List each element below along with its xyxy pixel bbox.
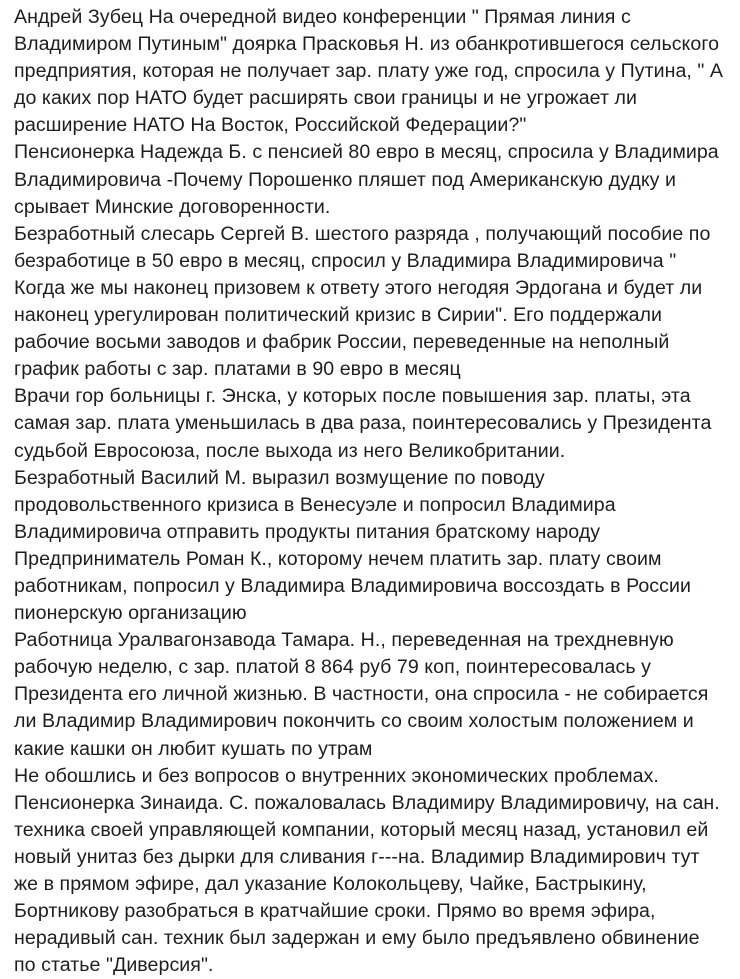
post-line: Работница Уралвагонзавода Тамара. Н., переведенная на трехдневную (14, 629, 674, 652)
post-line: Владимировича отправить продукты питания братскому народу (14, 520, 601, 543)
post-line: Владимировича -Почему Порошенко пляшет под Американскую дудку и (14, 168, 676, 191)
post-line: график работы с зар. платами в 90 евро в месяц (14, 358, 461, 381)
post-line: судьбой Евросоюза, после выхода из него Великобритании. (14, 439, 566, 462)
post-line: же в прямом эфире, дал указание Колокольцеву, Чайке, Бастрыкину, (14, 873, 647, 895)
post-line: рабочую неделю, с зар. платой 8 864 руб 79 коп, поинтересовалась у (14, 656, 651, 679)
post-line: самая зар. плата уменьшилась в два раза, поинтересовались у Президента (14, 412, 712, 435)
post-line: Безработный Василий М. выразил возмущение по поводу (14, 466, 545, 489)
post-line: Пенсионерка Надежда Б. с пенсией 80 евро в месяц, спросила у Владимира (14, 141, 719, 164)
post-line: новый унитаз без дырки для сливания г---на. Владимир Владимирович тут (14, 845, 700, 868)
post-line: Андрей Зубец На очередной видео конференции " Прямая линия с (14, 6, 631, 28)
post-line: Пенсионерка Зинаида. С. пожаловалась Владимиру Владимировичу, на сан. (14, 791, 720, 814)
post-line: Президента его личной жизнью. В частности, она спросила - не собирается (14, 683, 709, 706)
post-line: Бортникову разобраться в кратчайшие сроки. Прямо во время эфира, (14, 900, 656, 923)
post-line: Не обошлись и без вопросов о внутренних экономических проблемах. (14, 764, 659, 787)
post-line: Предприниматель Роман К., которому нечем платить зар. плату своим (14, 547, 662, 570)
post-line: какие кашки он любит кушать по утрам (14, 737, 373, 760)
post-line: Безработный слесарь Сергей В. шестого разряда , получающий пособие по (14, 222, 711, 245)
post-line: работникам, попросил у Владимира Владимировича воссоздать в России (14, 574, 691, 597)
post-line: безработице в 50 евро в месяц, спросил у Владимира Владимировича " (14, 249, 677, 272)
post-line: расширение НАТО На Восток, Российской Федерации?" (14, 114, 527, 137)
post-body (14, 4, 736, 979)
post-line: Когда же мы наконец призовем к ответу этого негодяя Эрдогана и будет ли (14, 276, 703, 299)
post-line: пионерскую организацию (14, 602, 247, 625)
post-line: рабочие восьми заводов и фабрик России, переведенные на неполный (14, 331, 670, 354)
post-line: до каких пор НАТО будет расширять свои границы и не угрожает ли (14, 87, 637, 110)
post-line: нерадивый сан. техник был задержан и ему было предъявлено обвинение (14, 927, 700, 950)
post-line: ли Владимир Владимирович покончить со своим холостым положением и (14, 710, 694, 733)
post-line: срывает Минские договоренности. (14, 195, 331, 218)
post-line: Владимиром Путиным" доярка Прасковья Н. из обанкротившегося сельского (14, 33, 720, 56)
post-line: продовольственного кризиса в Венесуэле и попросил Владимира (14, 493, 616, 516)
post-line: наконец урегулирован политический кризис в Сирии". Его поддержали (14, 304, 663, 327)
post-line: техника своей управляющей компании, который месяц назад, установил ей (14, 818, 709, 841)
post-line: Врачи гор больницы г. Энска, у которых после повышения зар. платы, эта (14, 385, 691, 408)
post-line: по статье "Диверсия". (14, 954, 214, 977)
post-line: предприятия, которая не получает зар. плату уже год, спросила у Путина, " А (14, 60, 724, 83)
